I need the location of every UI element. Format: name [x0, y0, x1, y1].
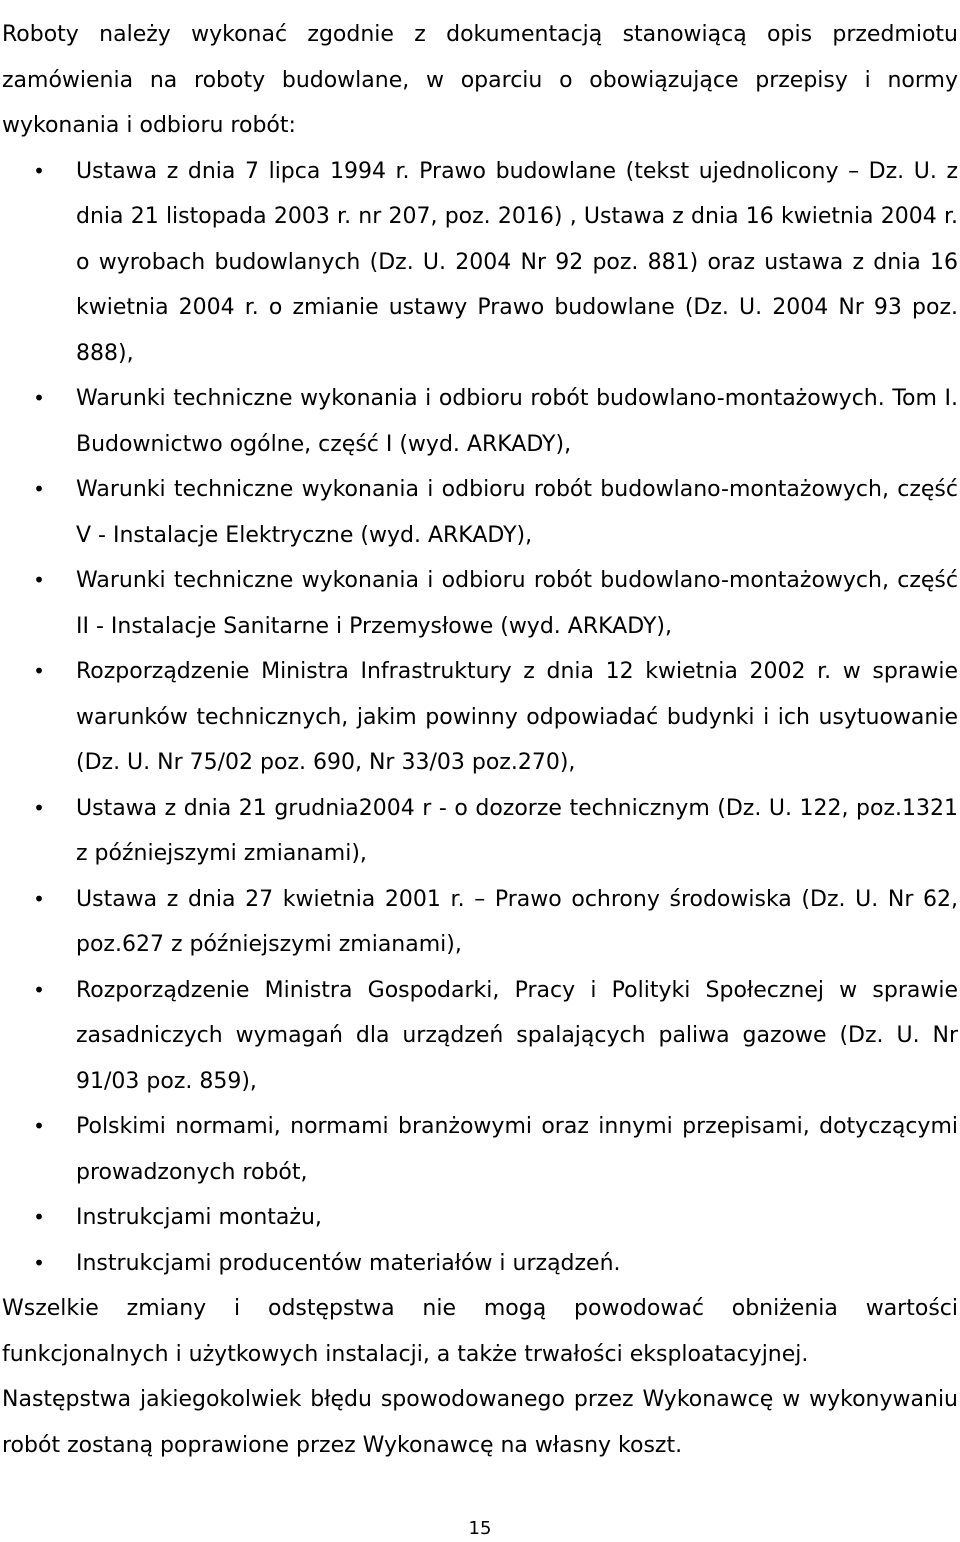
- list-item: [2, 467, 958, 558]
- list-item-text: Rozporządzenie Ministra Infrastruktury z dnia 12 kwietnia 2002 r. w sprawie warunków technicznych, jakim powinny odpowiadać budynki i ich usytuowanie (Dz. U. Nr 75/02 poz. 690, Nr 33/03 poz.270),: [76, 659, 958, 775]
- bullet-icon: •: [33, 659, 45, 683]
- closing-paragraph-errors: Następstwa jakiegokolwiek błędu spowodowanego przez Wykonawcę w wykonywaniu robót zostaną poprawione przez Wykonawcę na własny koszt.: [2, 1387, 958, 1458]
- list-item-text: Warunki techniczne wykonania i odbioru robót budowlano-montażowych, część II - Instalacje Sanitarne i Przemysłowe (wyd. ARKADY),: [76, 568, 958, 639]
- list-item-text: Rozporządzenie Ministra Gospodarki, Pracy i Polityki Społecznej w sprawie zasadniczych wymagań dla urządzeń spalających paliwa gazowe (Dz. U. Nr 91/03 poz. 859),: [76, 977, 958, 1094]
- list-item: [2, 149, 958, 377]
- list-item-text: Ustawa z dnia 27 kwietnia 2001 r. – Prawo ochrony środowiska (Dz. U. Nr 62, poz.627 z późniejszymi zmianami),: [76, 886, 958, 957]
- list-item: [2, 1195, 958, 1241]
- list-item: [2, 877, 958, 968]
- bullet-icon: •: [33, 1205, 45, 1229]
- bullet-icon: •: [33, 477, 45, 501]
- list-item-text: Polskimi normami, normami branżowymi oraz innymi przepisami, dotyczącymi prowadzonych robót,: [76, 1114, 958, 1185]
- bullet-icon: •: [33, 1250, 45, 1275]
- intro-paragraph: Roboty należy wykonać zgodnie z dokumentacją stanowiącą opis przedmiotu zamówienia na roboty budowlane, w oparciu o obowiązujące przepisy i normy wykonania i odbioru robót:: [2, 22, 958, 138]
- list-item: [2, 376, 958, 467]
- bullet-icon: •: [33, 386, 45, 410]
- list-item-text: Instrukcjami producentów materiałów i urządzeń.: [76, 1250, 621, 1276]
- bullet-icon: •: [33, 1114, 45, 1138]
- bullet-icon: •: [33, 977, 45, 1002]
- list-item-text: Ustawa z dnia 7 lipca 1994 r. Prawo budowlane (tekst ujednolicony – Dz. U. z dnia 21 listopada 2003 r. nr 207, poz. 2016) , Ustawa z dnia 16 kwietnia 2004 r. o wyrobach budowlanych (Dz. U. 2004 Nr 92 poz. 881) oraz ustawa z dnia 16 kwietnia 2004 r. o zmianie ustawy Prawo budowlane (Dz. U. 2004 Nr 93 poz. 888),: [76, 158, 958, 366]
- bullet-icon: •: [33, 568, 45, 592]
- closing-paragraph-changes: Wszelkie zmiany i odstępstwa nie mogą powodować obniżenia wartości funkcjonalnych i użytkowych instalacji, a także trwałości eksploatacyjnej.: [2, 1296, 958, 1367]
- list-item: [2, 1241, 958, 1287]
- bullet-icon: •: [33, 158, 45, 183]
- list-item-text: Warunki techniczne wykonania i odbioru robót budowlano-montażowych. Tom I. Budownictwo ogólne, część I (wyd. ARKADY),: [76, 386, 958, 457]
- list-item: [2, 786, 958, 877]
- bullet-icon: •: [33, 795, 45, 820]
- regulations-list: [2, 149, 958, 1287]
- page-number: 15: [468, 1518, 492, 1539]
- list-item: [2, 1104, 958, 1195]
- list-item: [2, 558, 958, 649]
- list-item-text: Ustawa z dnia 21 grudnia2004 r - o dozorze technicznym (Dz. U. 122, poz.1321 z późniejszymi zmianami),: [76, 795, 958, 866]
- list-item: [2, 968, 958, 1105]
- document-page: [2, 0, 958, 1468]
- list-item-text: Instrukcjami montażu,: [76, 1205, 322, 1230]
- list-item: [2, 649, 958, 786]
- list-item-text: Warunki techniczne wykonania i odbioru robót budowlano-montażowych, część V - Instalacje Elektryczne (wyd. ARKADY),: [76, 477, 958, 548]
- bullet-icon: •: [33, 886, 45, 911]
